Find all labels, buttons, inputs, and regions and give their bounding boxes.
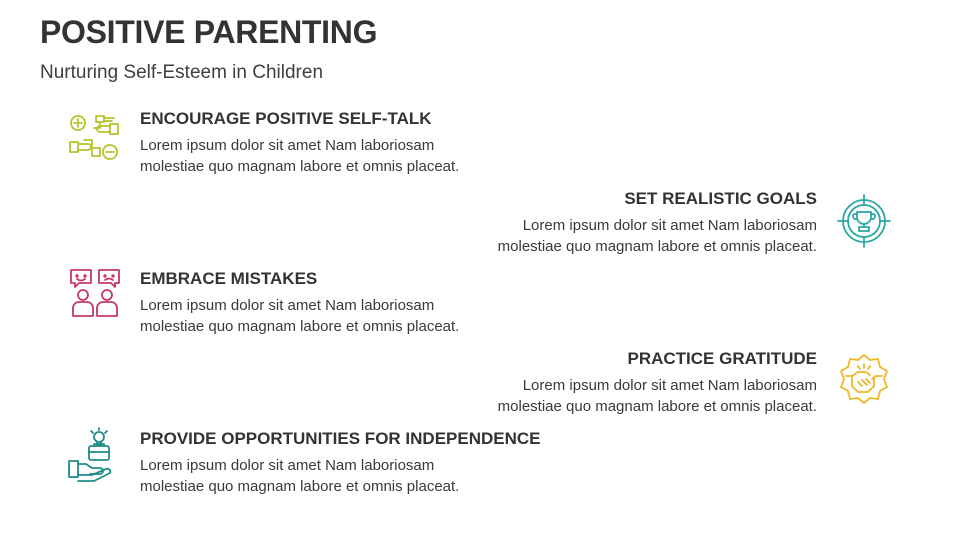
item-heading: PROVIDE OPPORTUNITIES FOR INDEPENDENCE	[140, 429, 541, 448]
item-heading: ENCOURAGE POSITIVE SELF-TALK	[140, 109, 432, 128]
page-subtitle: Nurturing Self-Esteem in Children	[40, 62, 324, 83]
item-description: Lorem ipsum dolor sit amet Nam laboriosam molestiae quo magnam labore et omnis placeat.	[497, 217, 817, 255]
list-item	[498, 349, 817, 417]
item-description: Lorem ipsum dolor sit amet Nam laboriosam molestiae quo magnam labore et omnis placeat.	[140, 457, 460, 495]
positive-negative-talk-icon	[66, 110, 122, 166]
item-heading: SET REALISTIC GOALS	[624, 189, 817, 208]
item-heading: PRACTICE GRATITUDE	[627, 349, 817, 368]
handshake-badge-icon	[836, 352, 892, 408]
item-description: Lorem ipsum dolor sit amet Nam laboriosam molestiae quo magnam labore et omnis placeat.	[140, 137, 460, 175]
list-item	[140, 429, 541, 497]
list-item	[140, 269, 459, 337]
hand-lightbulb-icon	[67, 427, 123, 483]
item-description: Lorem ipsum dolor sit amet Nam laboriosam molestiae quo magnam labore et omnis placeat.	[140, 297, 460, 335]
list-item	[140, 109, 459, 177]
item-heading: EMBRACE MISTAKES	[140, 269, 318, 288]
item-description: Lorem ipsum dolor sit amet Nam laboriosam molestiae quo magnam labore et omnis placeat.	[497, 377, 817, 415]
page-title: POSITIVE PARENTING	[40, 14, 378, 50]
list-item	[498, 189, 817, 257]
target-trophy-icon	[836, 193, 892, 249]
people-speech-bubbles-icon	[67, 266, 123, 322]
